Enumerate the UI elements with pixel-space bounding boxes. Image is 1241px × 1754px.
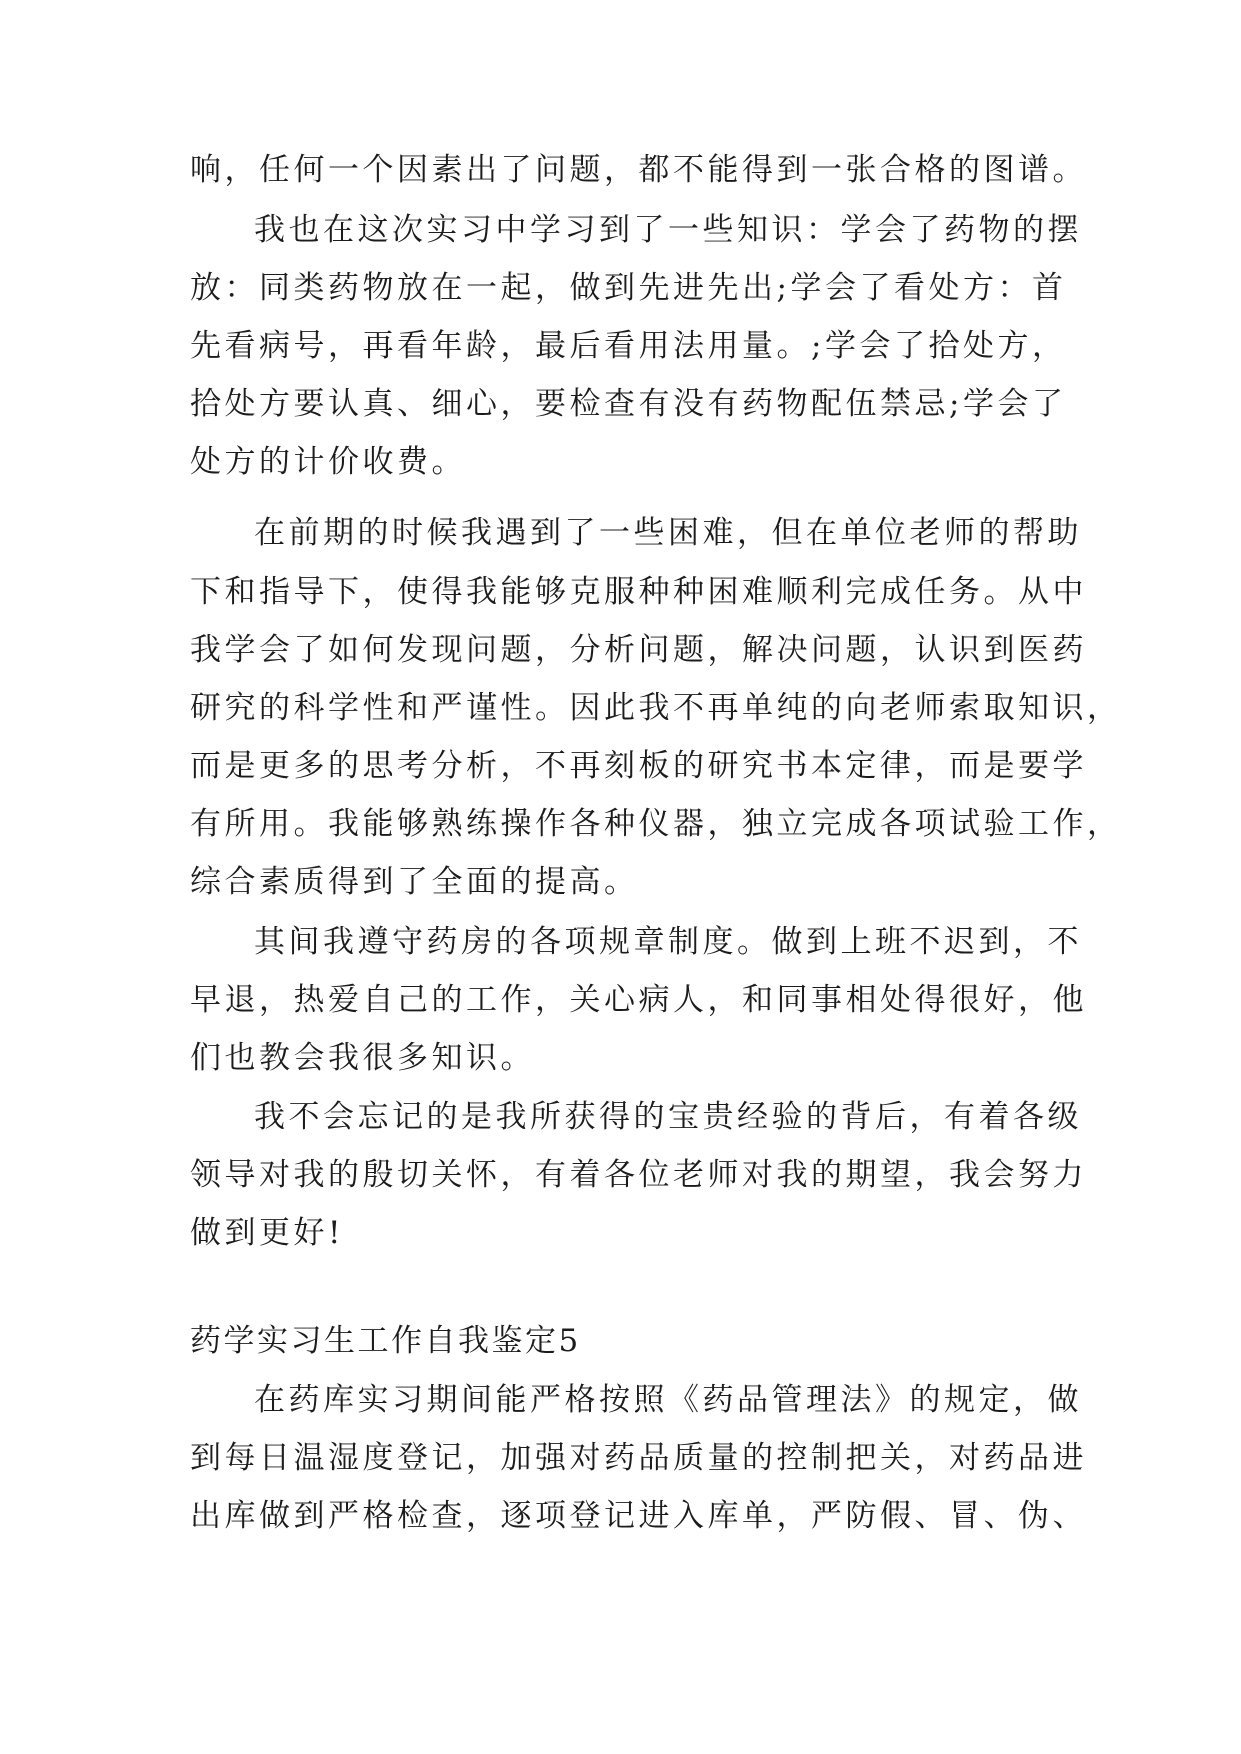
text-line: 出库做到严格检查，逐项登记进入库单，严防假、冒、伪、: [190, 1498, 1087, 1534]
text-line: 有所用。我能够熟练操作各种仪器，独立完成各项试验工作，: [190, 806, 1122, 842]
text-line: 我学会了如何发现问题，分析问题，解决问题，认识到医药: [190, 632, 1087, 668]
text-line: 到每日温湿度登记，加强对药品质量的控制把关，对药品进: [190, 1440, 1087, 1476]
text-line: 响，任何一个因素出了问题，都不能得到一张合格的图谱。: [190, 152, 1087, 188]
text-line: 而是更多的思考分析，不再刻板的研究书本定律，而是要学: [190, 748, 1087, 784]
text-line: 放：同类药物放在一起，做到先进先出;学会了看处方：首: [190, 270, 1067, 306]
text-line: 拾处方要认真、细心，要检查有没有药物配伍禁忌;学会了: [190, 386, 1067, 422]
text-line: 先看病号，再看年龄，最后看用法用量。;学会了拾处方，: [190, 328, 1067, 364]
text-line: 们也教会我很多知识。: [190, 1040, 535, 1076]
text-line: 研究的科学性和严谨性。因此我不再单纯的向老师索取知识，: [190, 690, 1122, 726]
text-line: 综合素质得到了全面的提高。: [190, 864, 639, 900]
text-line: 下和指导下，使得我能够克服种种困难顺利完成任务。从中: [190, 574, 1087, 610]
text-line: 我也在这次实习中学习到了一些知识：学会了药物的摆: [254, 212, 1082, 248]
text-line: 早退，热爱自己的工作，关心病人，和同事相处得很好，他: [190, 982, 1087, 1018]
text-line: 其间我遵守药房的各项规章制度。做到上班不迟到，不: [254, 924, 1082, 960]
text-line: 在药库实习期间能严格按照《药品管理法》的规定，做: [254, 1382, 1082, 1418]
text-line: 在前期的时候我遇到了一些困难，但在单位老师的帮助: [254, 515, 1082, 551]
text-line: 做到更好!: [190, 1215, 344, 1251]
section-heading: 药学实习生工作自我鉴定5: [190, 1323, 581, 1359]
text-line: 领导对我的殷切关怀，有着各位老师对我的期望，我会努力: [190, 1157, 1087, 1193]
text-line: 处方的计价收费。: [190, 444, 466, 480]
text-line: 我不会忘记的是我所获得的宝贵经验的背后，有着各级: [254, 1099, 1082, 1135]
